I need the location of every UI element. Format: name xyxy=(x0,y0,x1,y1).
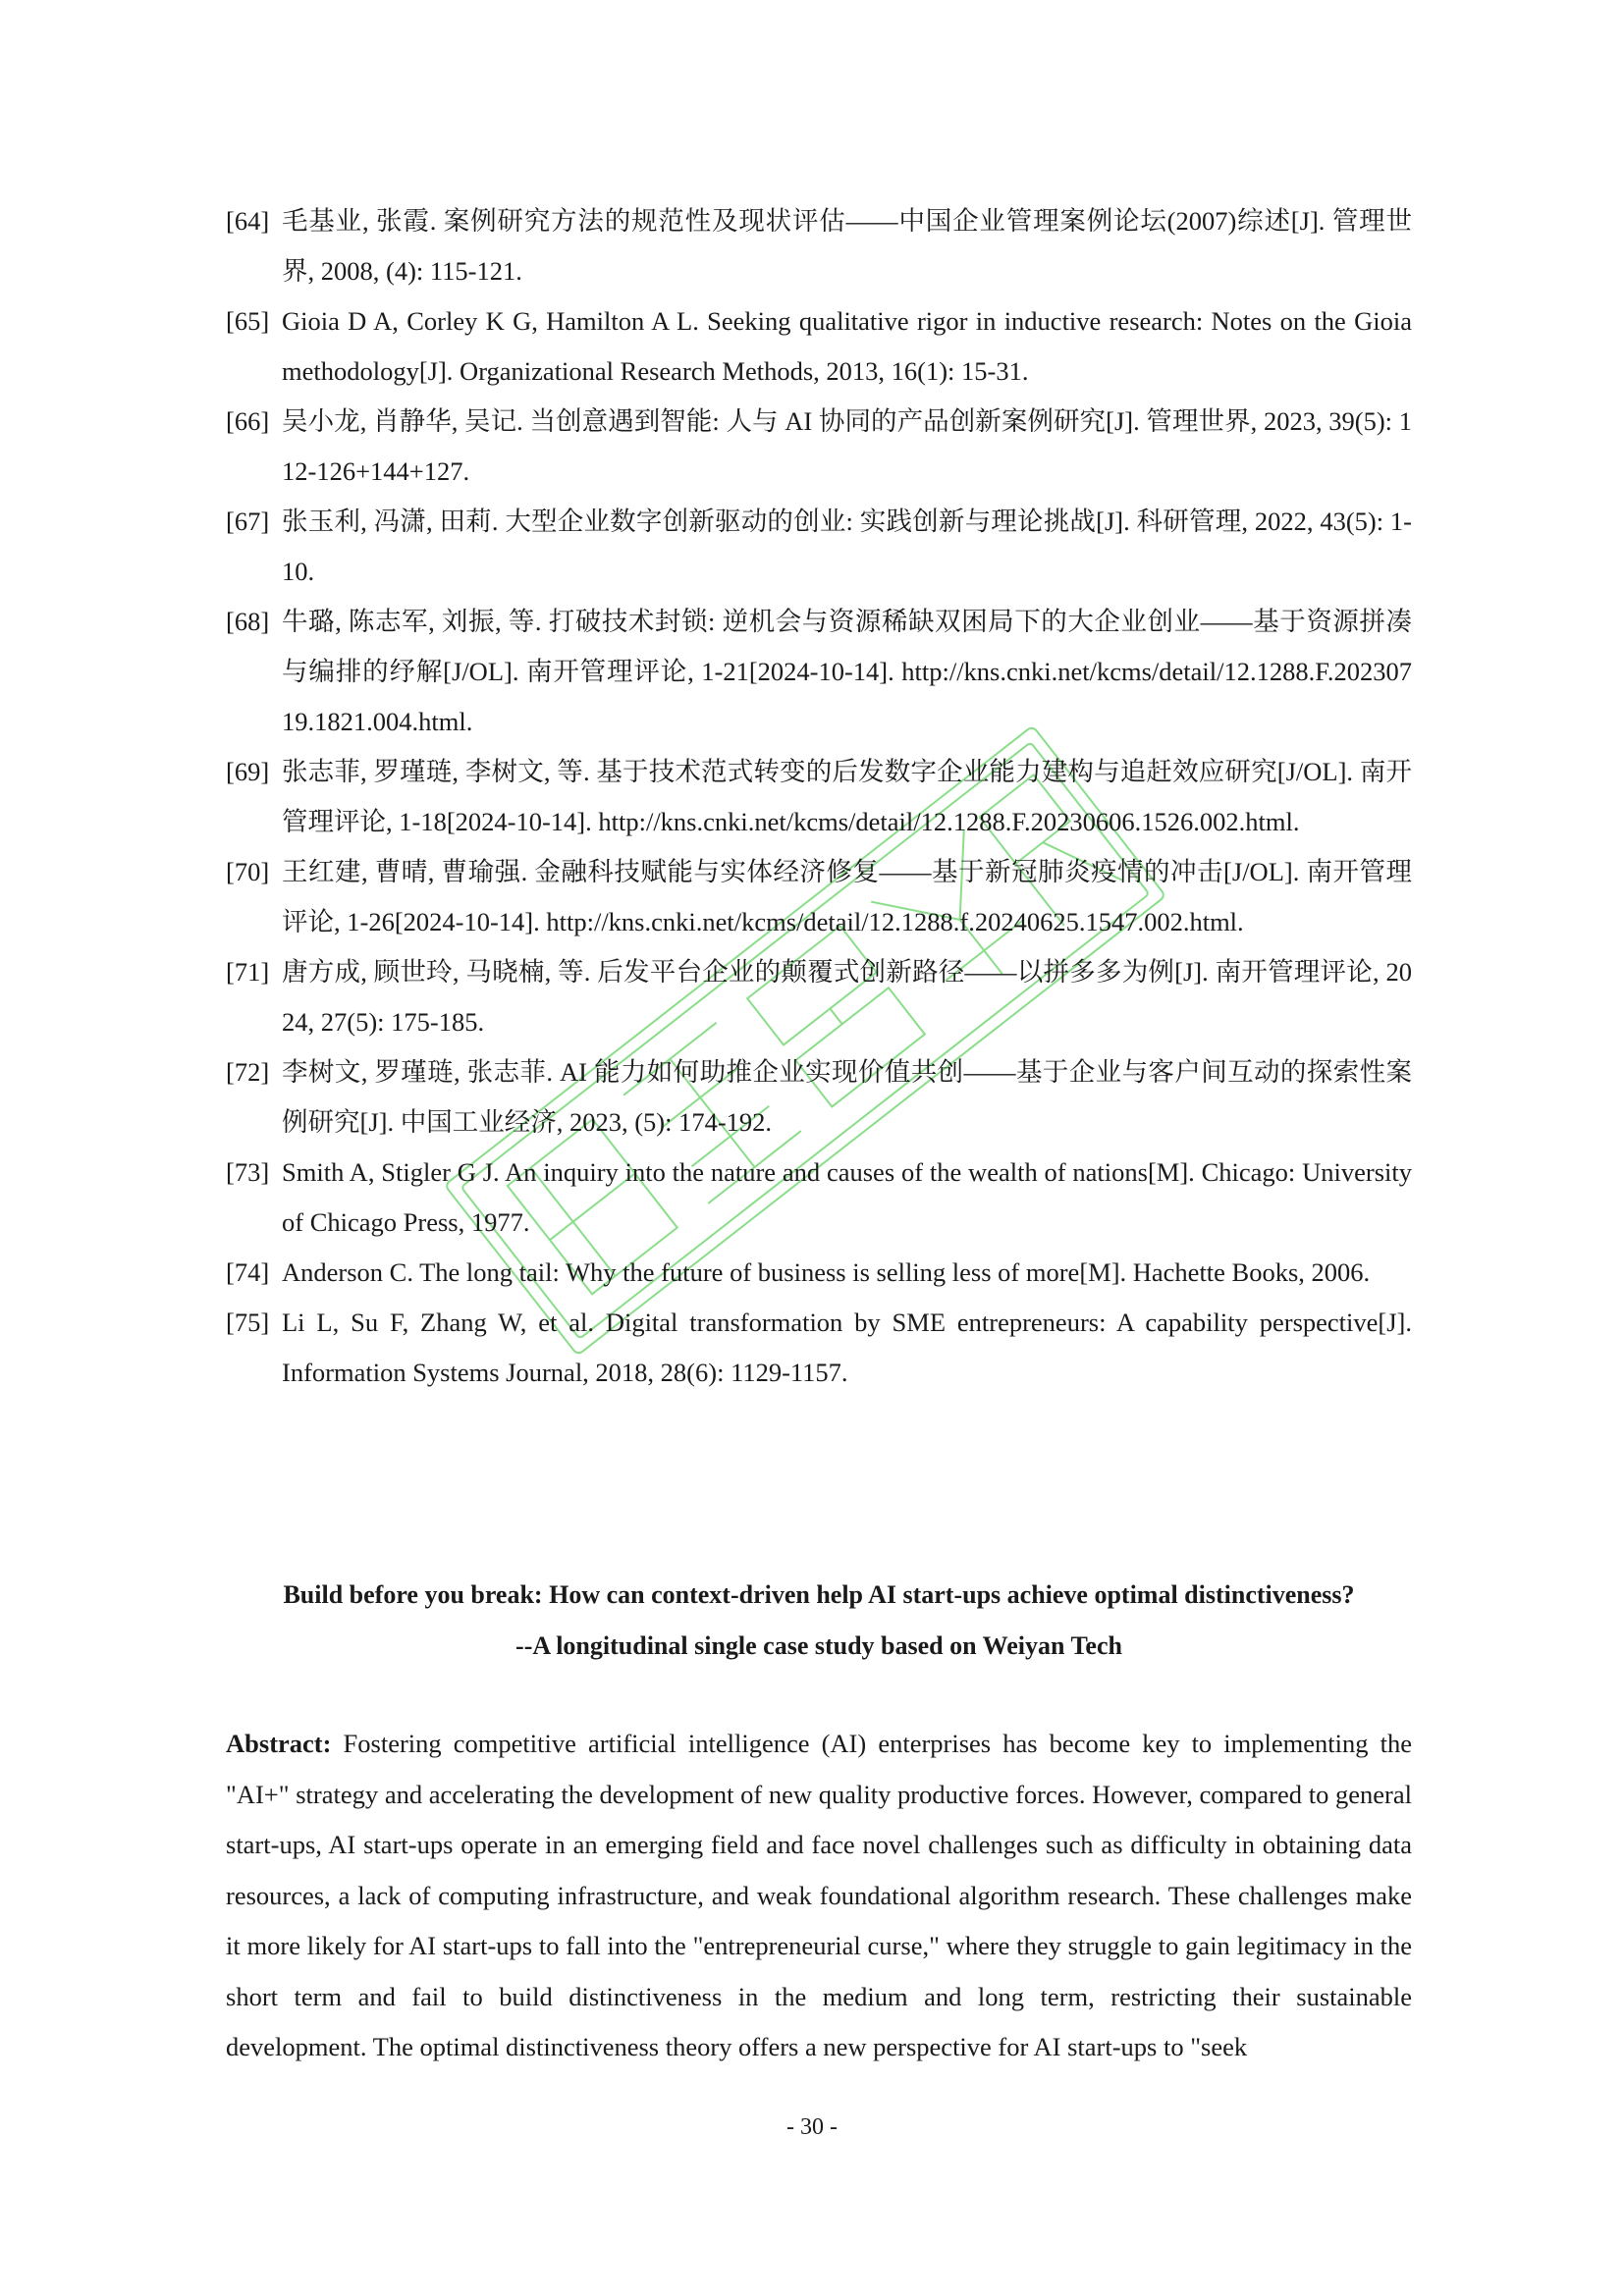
reference-text: 唐方成, 顾世玲, 马晓楠, 等. 后发平台企业的颠覆式创新路径——以拼多多为例[J]. 南开管理评论, 2024, 27(5): 175-185. xyxy=(282,957,1412,1037)
abstract-paragraph xyxy=(226,1719,1412,2073)
reference-text: 李树文, 罗瑾琏, 张志菲. AI 能力如何助推企业实现价值共创——基于企业与客户间互动的探索性案例研究[J]. 中国工业经济, 2023, (5): 174-192. xyxy=(282,1057,1412,1137)
reference-list xyxy=(226,196,1412,1398)
reference-number: [68] xyxy=(226,607,270,636)
reference-text: 牛璐, 陈志军, 刘振, 等. 打破技术封锁: 逆机会与资源稀缺双困局下的大企业创业——基于资源拼凑与编排的纾解[J/OL]. 南开管理评论, 1-21[2024-10-14]. http://kns.cnki.net/kcms/detail/12.1288.F.20230719.1821.004.html. xyxy=(282,607,1412,736)
abstract-label: Abstract: xyxy=(226,1729,332,1758)
page-number: - 30 - xyxy=(786,2114,838,2140)
page-content xyxy=(226,196,1412,2099)
reference-number: [66] xyxy=(226,406,270,436)
reference-number: [75] xyxy=(226,1308,270,1337)
reference-item xyxy=(226,497,1412,597)
paper-subtitle: --A longitudinal single case study based on Weiyan Tech xyxy=(515,1631,1122,1660)
reference-text: Anderson C. The long tail: Why the future of business is selling less of more[M]. Hachette Books, 2006. xyxy=(282,1257,1371,1287)
reference-item xyxy=(226,1148,1412,1248)
reference-text: 张玉利, 冯潇, 田莉. 大型企业数字创新驱动的创业: 实践创新与理论挑战[J]. 科研管理, 2022, 43(5): 1-10. xyxy=(282,507,1412,586)
abstract-text: Fostering competitive artificial intelligence (AI) enterprises has become key to implementing the "AI+" strategy and accelerating the development of new quality productive forces. However, compared to general start-ups, AI start-ups operate in an emerging field and face novel challenges such as difficulty in obtaining data resources, a lack of computing infrastructure, and weak foundational algorithm research. These challenges make it more likely for AI start-ups to fall into the "entrepreneurial curse," where they struggle to gain legitimacy in the short term and fail to build distinctiveness in the medium and long term, restricting their sustainable development. The optimal distinctiveness theory offers a new perspective for AI start-ups to "seek xyxy=(226,1729,1412,2061)
reference-text: Gioia D A, Corley K G, Hamilton A L. Seeking qualitative rigor in inductive research: Notes on the Gioia methodology[J]. Organizational Research Methods, 2013, 16(1): 15-31. xyxy=(282,306,1412,386)
reference-text: 毛基业, 张霞. 案例研究方法的规范性及现状评估——中国企业管理案例论坛(2007)综述[J]. 管理世界, 2008, (4): 115-121. xyxy=(282,206,1412,286)
paper-title-block xyxy=(226,1570,1412,1672)
reference-item xyxy=(226,296,1412,397)
reference-number: [72] xyxy=(226,1057,270,1087)
reference-text: Smith A, Stigler G J. An inquiry into the nature and causes of the wealth of nations[M]. Chicago: University of Chicago Press, 1977. xyxy=(282,1157,1412,1237)
reference-item xyxy=(226,947,1412,1047)
reference-item xyxy=(226,397,1412,497)
reference-item xyxy=(226,747,1412,847)
reference-number: [67] xyxy=(226,507,270,536)
reference-text: Li L, Su F, Zhang W, et al. Digital transformation by SME entrepreneurs: A capability perspective[J]. Information Systems Journal, 2018, 28(6): 1129-1157. xyxy=(282,1308,1412,1387)
reference-number: [73] xyxy=(226,1157,270,1187)
reference-item xyxy=(226,1298,1412,1398)
reference-item xyxy=(226,1047,1412,1148)
reference-item xyxy=(226,1248,1412,1298)
reference-text: 王红建, 曹晴, 曹瑜强. 金融科技赋能与实体经济修复——基于新冠肺炎疫情的冲击[J/OL]. 南开管理评论, 1-26[2024-10-14]. http://kns.cnki.net/kcms/detail/12.1288.f.20240625.1547.002.html. xyxy=(282,857,1412,936)
reference-number: [69] xyxy=(226,757,270,786)
reference-number: [70] xyxy=(226,857,270,886)
paper-title: Build before you break: How can context-driven help AI start-ups achieve optimal distinctiveness? xyxy=(283,1580,1355,1609)
reference-number: [64] xyxy=(226,206,270,236)
reference-item xyxy=(226,847,1412,947)
reference-number: [71] xyxy=(226,957,270,987)
reference-item xyxy=(226,597,1412,747)
reference-text: 张志菲, 罗瑾琏, 李树文, 等. 基于技术范式转变的后发数字企业能力建构与追赶效应研究[J/OL]. 南开管理评论, 1-18[2024-10-14]. http://kns.cnki.net/kcms/detail/12.1288.F.20230606.1526.002.html. xyxy=(282,757,1412,836)
reference-item xyxy=(226,196,1412,296)
reference-number: [74] xyxy=(226,1257,270,1287)
reference-text: 吴小龙, 肖静华, 吴记. 当创意遇到智能: 人与 AI 协同的产品创新案例研究[J]. 管理世界, 2023, 39(5): 112-126+144+127. xyxy=(282,406,1412,486)
reference-number: [65] xyxy=(226,306,270,336)
